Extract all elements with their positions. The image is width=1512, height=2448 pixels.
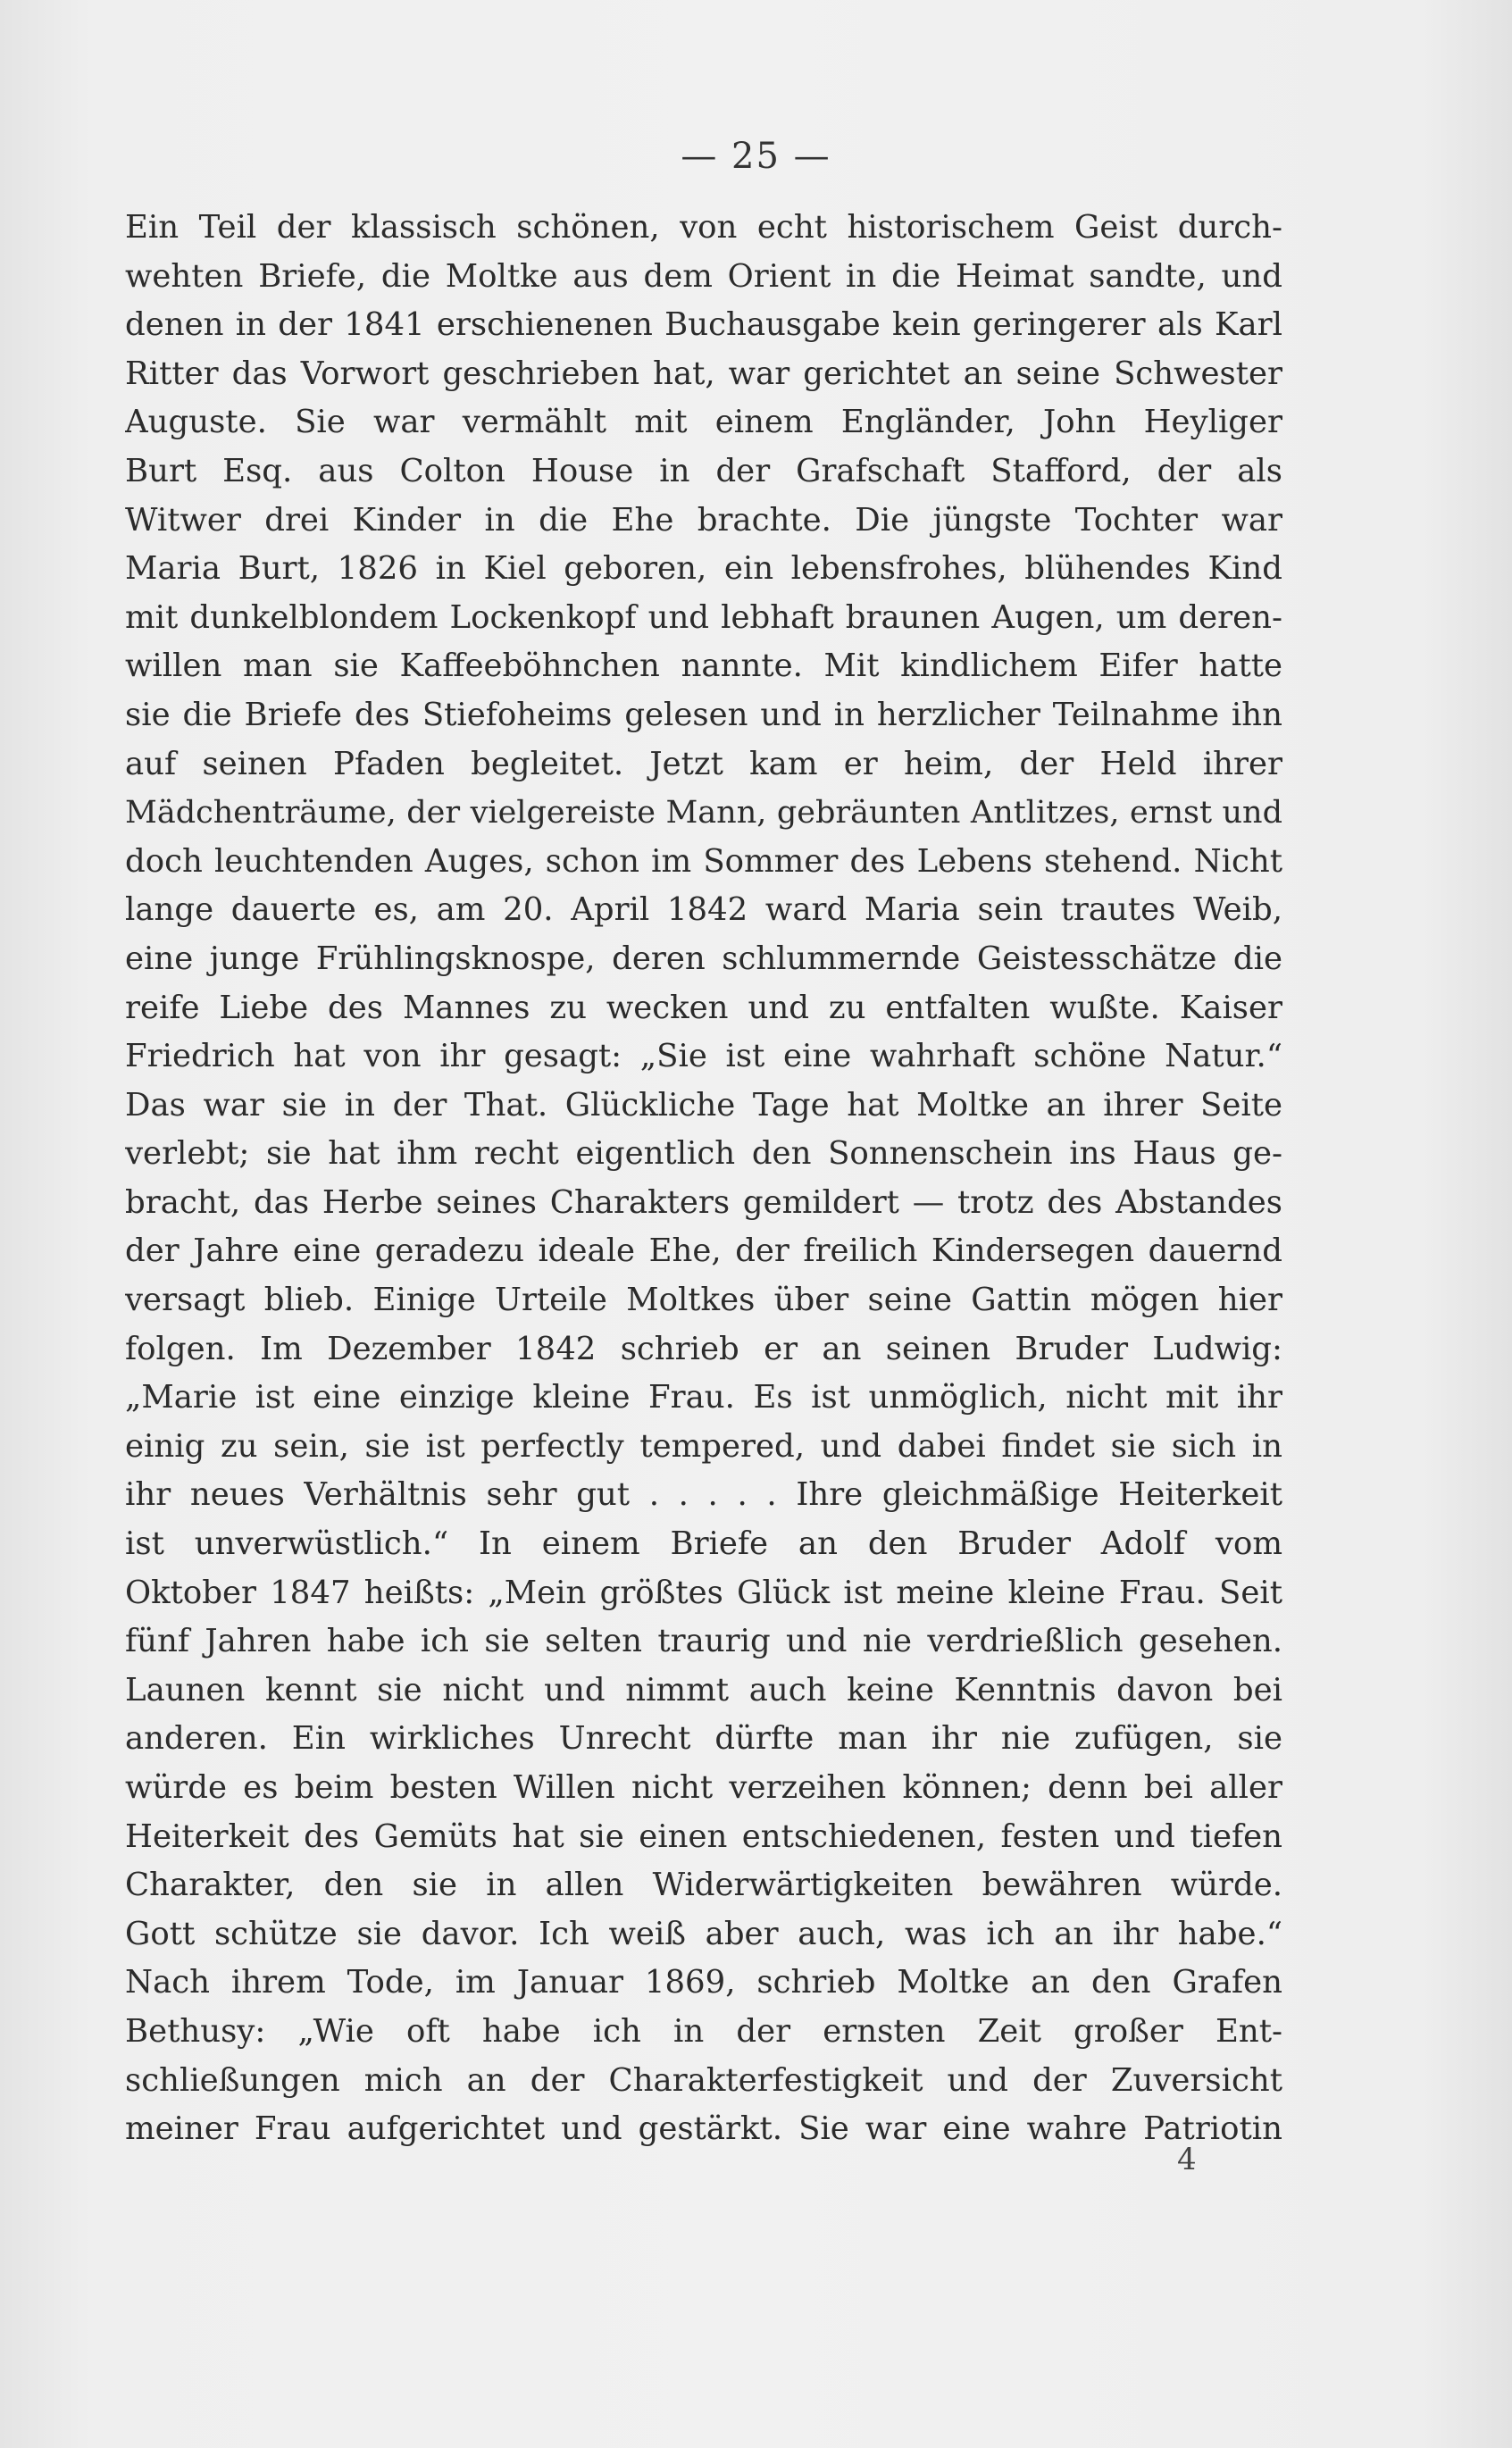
text-line: der Jahre eine geradezu ideale Ehe, der freilich Kindersegen dauernd [125,1232,1282,1270]
text-line: Mädchenträume, der vielgereiste Mann, gebräunten Antlitzes, ernst und [125,795,1282,831]
body-text [125,204,1282,2154]
text-line: fünf Jahren habe ich sie selten traurig und nie verdrießlich gesehen. [125,1623,1282,1660]
text-line: versagt blieb. Einige Urteile Moltkes über seine Gattin mögen hier [125,1282,1282,1319]
text-line: folgen. Im Dezember 1842 schrieb er an seinen Bruder Ludwig: [125,1330,1282,1367]
text-line: Auguste. Sie war vermählt mit einem Engländer, John Heyliger [125,404,1282,441]
text-line: willen man sie Kaffeeböhnchen nannte. Mit kindlichem Eifer hatte [125,648,1282,685]
text-line: ist unverwüstlich.“ In einem Briefe an den Bruder Adolf vom [125,1525,1282,1563]
text-line: Launen kennt sie nicht und nimmt auch keine Kenntnis davon bei [125,1671,1282,1709]
text-line: Nach ihrem Tode, im Januar 1869, schrieb Moltke an den Grafen [125,1964,1282,2001]
text-line: denen in der 1841 erschienenen Buchausgabe kein geringerer als Karl [125,306,1282,344]
page-number: — 25 — [681,136,831,177]
text-line: reife Liebe des Mannes zu wecken und zu entfalten wußte. Kaiser [125,989,1282,1026]
text-line: würde es beim besten Willen nicht verzeihen können; denn bei aller [125,1769,1282,1806]
text-line: Burt Esq. aus Colton House in der Grafschaft Stafford, der als [125,452,1282,489]
text-line: lange dauerte es, am 20. April 1842 ward Maria sein trautes Weib, [125,891,1282,929]
text-line: „Marie ist eine einzige kleine Frau. Es ist unmöglich, nicht mit ihr [125,1379,1282,1416]
text-line: Charakter, den sie in allen Widerwärtigkeiten bewähren würde. [125,1867,1282,1904]
text-line: Heiterkeit des Gemüts hat sie einen entschiedenen, festen und tiefen [125,1817,1282,1855]
text-line: Maria Burt, 1826 in Kiel geboren, ein lebensfrohes, blühendes Kind [125,550,1282,588]
text-line: mit dunkelblondem Lockenkopf und lebhaft braunen Augen, um deren- [125,598,1282,636]
text-line: auf seinen Pfaden begleitet. Jetzt kam er heim, der Held ihrer [125,745,1282,782]
text-line: Friedrich hat von ihr gesagt: „Sie ist eine wahrhaft schöne Natur.“ [125,1038,1282,1075]
text-line: Witwer drei Kinder in die Ehe brachte. Die jüngste Tochter war [125,501,1282,539]
text-line: Das war sie in der That. Glückliche Tage hat Moltke an ihrer Seite [125,1086,1282,1124]
text-line: Ritter das Vorwort geschrieben hat, war gerichtet an seine Schwester [125,355,1282,392]
signature-mark: 4 [1177,2142,1197,2177]
text-line: Bethusy: „Wie oft habe ich in der ernsten Zeit großer Ent- [125,2012,1282,2050]
text-line: verlebt; sie hat ihm recht eigentlich den Sonnenschein ins Haus ge- [125,1135,1282,1173]
text-line: einig zu sein, sie ist perfectly tempered, und dabei findet sie sich in [125,1427,1282,1465]
text-line: wehten Briefe, die Moltke aus dem Orient in die Heimat sandte, und [125,257,1282,295]
text-line: schließungen mich an der Charakterfestigkeit und der Zuversicht [125,2061,1282,2099]
text-line: sie die Briefe des Stiefoheims gelesen und in herzlicher Teilnahme ihn [125,696,1282,733]
text-line: Ein Teil der klassisch schönen, von echt historischem Geist durch- [125,209,1282,246]
text-line: Gott schütze sie davor. Ich weiß aber auch, was ich an ihr habe.“ [125,1915,1282,1952]
text-line: anderen. Ein wirkliches Unrecht dürfte man ihr nie zufügen, sie [125,1720,1282,1758]
text-line: doch leuchtenden Auges, schon im Sommer des Lebens stehend. Nicht [125,842,1282,880]
text-line: Oktober 1847 heißts: „Mein größtes Glück ist meine kleine Frau. Seit [125,1574,1282,1611]
text-line: eine junge Frühlingsknospe, deren schlummernde Geistesschätze die [125,940,1282,977]
text-line: meiner Frau aufgerichtet und gestärkt. Sie war eine wahre Patriotin [125,2110,1282,2148]
text-line: ihr neues Verhältnis sehr gut . . . . . Ihre gleichmäßige Heiterkeit [125,1476,1282,1514]
text-line: bracht, das Herbe seines Charakters gemildert — trotz des Abstandes [125,1183,1282,1221]
